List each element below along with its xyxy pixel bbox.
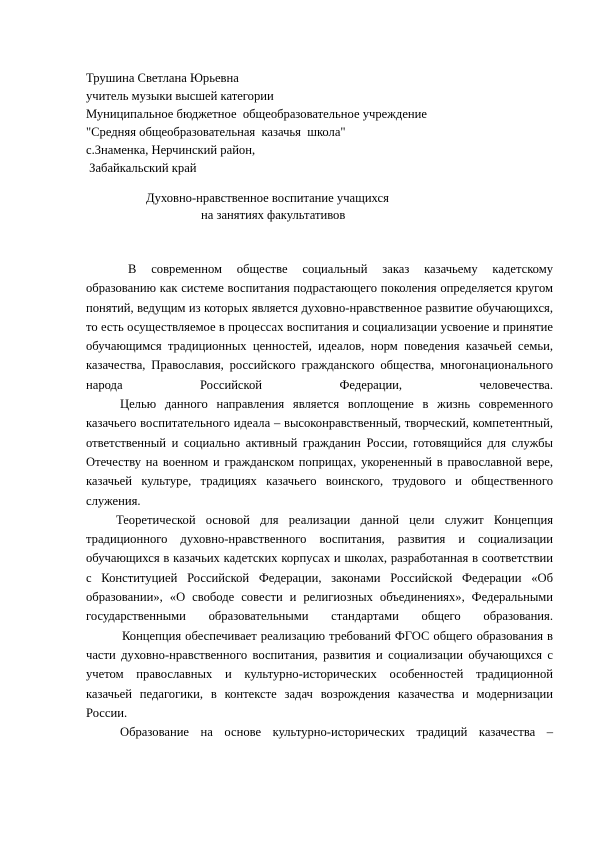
locality: с.Знаменка, Нерчинский район,	[86, 143, 256, 157]
paragraph: Целью данного направления является воплощение в жизнь современного казачьего воспитательного идеала – высоконравственный, творческий, компетентный, ответственный и социально активный гражданин России, готовящийся для службы Отечеству на военном и гражданском поприщах, укорененный в православной вере, казачьей культуре, традициях казачьего воинского, трудового и общественного служения.	[86, 397, 553, 508]
paragraph: Концепция обеспечивает реализацию требований ФГОС общего образования в части духовно-нравственного воспитания, развития и социализации обучающихся с учетом православных и культурно-исторических особенностей традиционной казачьей педагогики, в контексте задач возрождения казачества и модернизации России.	[86, 628, 553, 720]
title-line-2: на занятиях факультативов	[201, 208, 346, 222]
organization-type: Муниципальное бюджетное общеобразовательное учреждение	[86, 107, 427, 121]
author-position: учитель музыки высшей категории	[86, 89, 274, 103]
article-body	[86, 260, 553, 742]
region: Забайкальский край	[86, 161, 197, 175]
title-line-1: Духовно-нравственное воспитание учащихся	[146, 191, 389, 205]
paragraph: Теоретической основой для реализации данной цели служит Концепция традиционного духовно-нравственного воспитания, развития и социализации обучающихся в казачьих кадетских корпусах и школах, разработанная в соответствии с Конституцией Российской Федерации, законами Российской Федерации «Об образовании», «О свободе совести и религиозных объединениях», Федеральными государственными образовательными стандартами общего образования.	[86, 512, 553, 624]
school-name: "Средняя общеобразовательная казачья школа"	[86, 125, 346, 139]
author-name: Трушина Светлана Юрьевна	[86, 71, 239, 85]
paragraph: Образование на основе культурно-исторических традиций казачества –	[120, 725, 553, 740]
paragraph: В современном обществе социальный заказ казачьему кадетскому образованию как системе воспитания подрастающего поколения определяется кругом понятий, ведущим из которых является духовно-нравственное развитие обучающихся, то есть осуществляемое в процессах воспитания и социализации усвоение и принятие обучающимся традиционных ценностей, идеалов, норм поведения казачьей семьи, казачества, Православия, российского гражданского общества, многонационального народа Российской Федерации, человечества.	[86, 262, 553, 392]
author-info	[86, 69, 427, 177]
